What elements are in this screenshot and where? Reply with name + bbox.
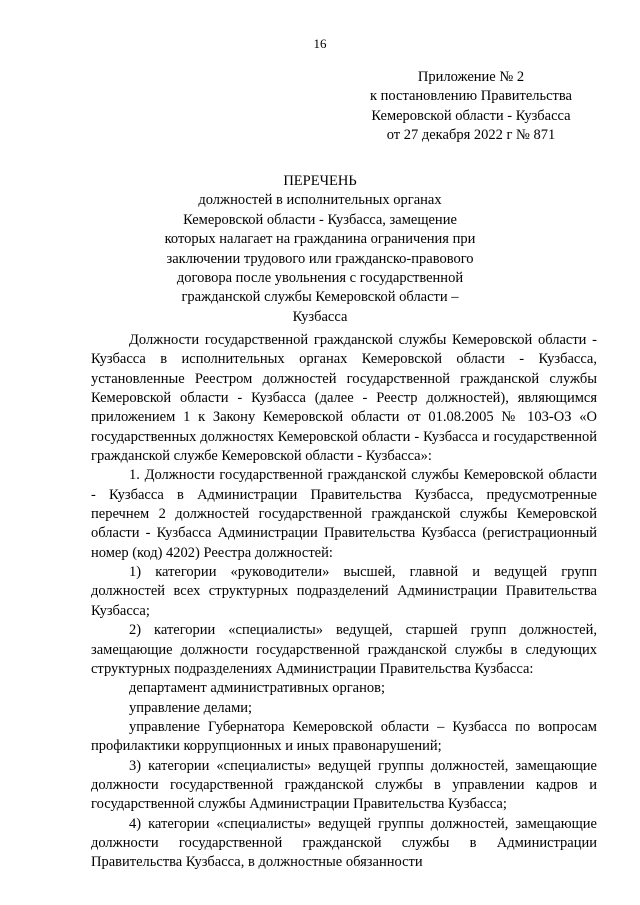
paragraph-subitem-2: 2) категории «специалисты» ведущей, старшей групп должностей, замещающие должности государственной гражданской службы в следующих структурных подразделениях Администрации Правительства Кузбасса: [91,622,597,677]
paragraph-dept-admin: департамент административных органов; [129,680,385,697]
title-line: Кузбасса [292,308,348,325]
document-body [91,331,597,873]
appendix-header [370,68,572,146]
paragraph-item-1: 1. Должности государственной гражданской службы Кемеровской области - Кузбасса в Администрации Правительства Кузбасса, предусмотренные перечнем 2 должностей государственной гражданской службы Кемеровской области - Кузбасса Администрации Правительства Кузбасса (регистрационный номер (код) 4202) Реестра должностей: [91,467,597,561]
title-line: должностей в исполнительных органах [198,192,442,209]
paragraph-dept-affairs: управление делами; [129,699,253,716]
paragraph-intro: Должности государственной гражданской службы Кемеровской области - Кузбасса в исполнительных органах Кемеровской области - Кузбасса, установленные Реестром должностей государственной гражданской службы Кемеровской области - Кузбасса (далее - Реестр должностей), являющимся приложением 1 к Закону Кемеровской области от 01.08.2005 № 103-ОЗ «О государственных должностях Кемеровской области - Кузбасса и государственной гражданской службе Кемеровской области - Кузбасса»: [91,332,597,465]
appendix-line-1: Приложение № 2 [417,69,525,85]
appendix-line-3: Кемеровской области - Кузбасса [371,107,571,124]
title-line: которых налагает на гражданина ограничения при [164,231,476,248]
title-line: гражданской службы Кемеровской области – [181,289,459,306]
appendix-line-2: к постановлению Правительства [370,88,572,105]
page-number: 16 [313,36,327,51]
paragraph-subitem-4: 4) категории «специалисты» ведущей группы должностей, замещающие должности государственной гражданской службы в Администрации Правительства Кузбасса, в должностные обязанности [91,815,597,871]
title-line: заключении трудового или гражданско-правового [166,250,474,267]
title-line: договора после увольнения с государственной [176,270,464,287]
title-heading: ПЕРЕЧЕНЬ [283,173,357,189]
title-line: Кемеровской области - Кузбасса, замещение [183,211,457,228]
paragraph-subitem-3: 3) категории «специалисты» ведущей группы должностей, замещающие должности государственной гражданской службы в управлении кадров и государственной службы Администрации Правительства Кузбасса; [91,757,597,813]
paragraph-dept-governor: управление Губернатора Кемеровской области – Кузбасса по вопросам профилактики коррупционных и иных правонарушений; [91,718,597,755]
appendix-line-4: от 27 декабря 2022 г № 871 [386,127,556,144]
paragraph-subitem-1: 1) категории «руководители» высшей, главной и ведущей групп должностей всех структурных подразделений Администрации Правительства Кузбасса; [91,564,597,619]
document-title [60,172,580,327]
